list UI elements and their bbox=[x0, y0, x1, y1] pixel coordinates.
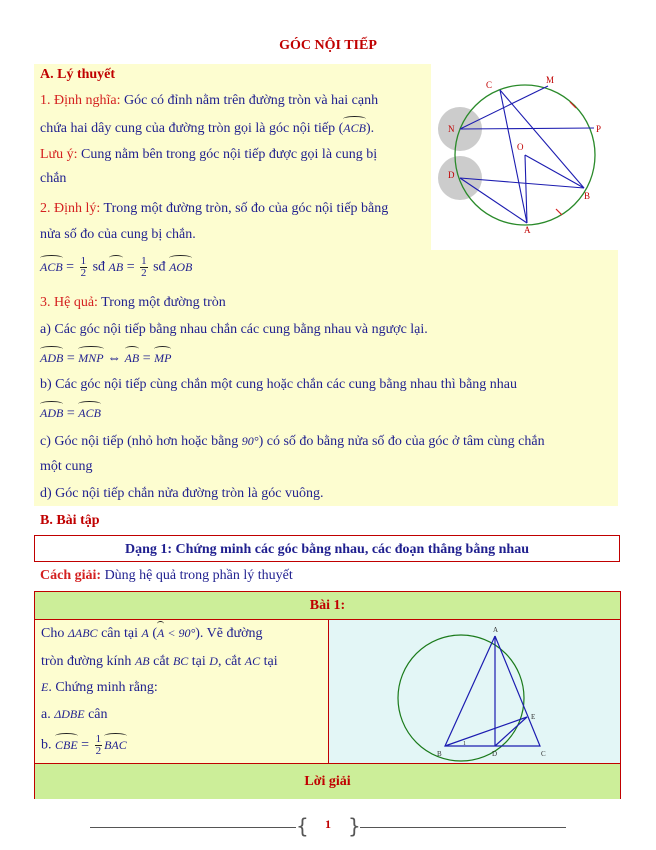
fig1-label-a: A bbox=[524, 225, 531, 235]
fig2-label-one: 1 bbox=[463, 741, 466, 747]
exercise-line-1: Cho ΔABC cân tại A (A < 90°). Vẽ đường bbox=[41, 626, 263, 641]
formula-2-arc-mp: MP bbox=[154, 351, 172, 365]
corollary-c-text-1: c) Góc nội tiếp (nhỏ hơn hoặc bằng bbox=[40, 434, 242, 449]
fig1-label-o: O bbox=[517, 142, 524, 152]
fig1-label-b: B bbox=[584, 191, 591, 201]
exercise-1-heading: Bài 1: bbox=[35, 592, 620, 620]
footer-brace-left: { bbox=[296, 814, 309, 838]
exercise-1-figure bbox=[329, 620, 620, 763]
exercise-1-statement bbox=[35, 620, 329, 763]
method-line bbox=[40, 567, 293, 585]
corollary-label: 3. Hệ quả: bbox=[40, 295, 98, 310]
note-line-2: chắn bbox=[40, 171, 67, 186]
exercise-1-figure-cell bbox=[329, 620, 620, 763]
definition-text-1: Góc có đỉnh nằm trên đường tròn và hai cạnh bbox=[120, 93, 379, 108]
theorem-label: 2. Định lý: bbox=[40, 201, 101, 216]
formula-2-arc-ab: AB bbox=[124, 351, 140, 365]
fig1-label-c: C bbox=[486, 80, 493, 90]
exercise-line-3: E. Chứng minh rằng: bbox=[41, 680, 158, 695]
fig1-segment-cb bbox=[500, 90, 584, 188]
method-label: Cách giải: bbox=[40, 568, 102, 583]
formula-2-angle-mnp: MNP bbox=[78, 351, 104, 365]
formula-1-arc-aob: AOB bbox=[169, 259, 193, 274]
fig2-label-d: D bbox=[492, 750, 498, 758]
fig1-label-m: M bbox=[546, 75, 555, 85]
fig1-segment-ca bbox=[500, 90, 527, 223]
formula-1-frac-1: $\frac{1}{2}$ bbox=[80, 255, 87, 279]
fig1-label-n: N bbox=[448, 124, 455, 134]
formula-2-iff: ⇔ bbox=[107, 351, 122, 366]
theorem-line-2: nửa số đo của cung bị chắn. bbox=[40, 227, 196, 242]
formula-2: ADB = MNP ⇔ AB = MP bbox=[40, 351, 172, 366]
footer-rule-left bbox=[90, 827, 296, 828]
fig2-segment-de bbox=[495, 717, 527, 746]
formula-3-angle-adb: ADB bbox=[40, 406, 64, 420]
corollary-d: d) Góc nội tiếp chắn nửa đường tròn là góc vuông. bbox=[40, 486, 324, 501]
type-1-box: Dạng 1: Chứng minh các góc bằng nhau, các đoạn thẳng bằng nhau bbox=[34, 535, 620, 562]
section-b-heading: B. Bài tập bbox=[40, 513, 100, 528]
fig2-circle bbox=[398, 635, 524, 761]
exercise-line-2: tròn đường kính AB cắt BC tại D, cắt AC tại bbox=[41, 654, 278, 669]
formula-1-sd-1: sđ bbox=[92, 259, 106, 275]
corollary-c-degree: 90° bbox=[241, 434, 259, 448]
formula-2-angle-adb: ADB bbox=[40, 351, 64, 365]
formula-1-sd-2: sđ bbox=[153, 259, 166, 275]
definition-text-2: chứa hai dây cung của đường tròn gọi là góc nội tiếp ( bbox=[40, 121, 344, 136]
note-text-1: Cung nằm bên trong góc nội tiếp được gọi là cung bị bbox=[77, 147, 378, 162]
exercise-line-4: a. ΔDBE cân bbox=[41, 707, 108, 722]
page-title: GÓC NỘI TIẾP bbox=[279, 38, 377, 53]
corollary-c-text-2: ) có số đo bằng nửa số đo của góc ở tâm cùng chắn bbox=[258, 434, 545, 449]
formula-1 bbox=[40, 256, 192, 279]
corollary-c-2: một cung bbox=[40, 459, 93, 474]
formula-1-angle: ACB bbox=[40, 259, 63, 274]
note-line-1 bbox=[40, 146, 377, 164]
formula-3-angle-acb: ACB bbox=[78, 406, 101, 420]
formula-1-frac-2: $\frac{1}{2}$ bbox=[141, 255, 147, 279]
fig1-label-p: P bbox=[596, 124, 602, 134]
fig1-tick-1 bbox=[570, 102, 576, 108]
method-text: Dùng hệ quả trong phần lý thuyết bbox=[101, 568, 293, 583]
exercise-1-table bbox=[34, 591, 621, 799]
section-a-heading: A. Lý thuyết bbox=[40, 67, 116, 82]
fig2-label-b: B bbox=[437, 750, 442, 758]
fig2-label-c: C bbox=[541, 750, 546, 758]
fig2-label-a: A bbox=[493, 626, 499, 634]
fig1-segment-ob bbox=[525, 155, 584, 188]
exercise-line-5: b. CBE = $\frac{1}{2}$ BAC bbox=[41, 733, 127, 757]
footer-rule-right bbox=[360, 827, 566, 828]
theory-figure bbox=[436, 68, 622, 240]
formula-1-eq: = bbox=[66, 259, 75, 275]
formula-1-eq-2: = bbox=[126, 259, 135, 275]
page-number: 1 bbox=[325, 817, 331, 831]
corollary-text: Trong một đường tròn bbox=[97, 295, 226, 310]
fig1-label-d: D bbox=[448, 170, 455, 180]
note-label: Lưu ý: bbox=[40, 147, 78, 162]
corollary-a: a) Các góc nội tiếp bằng nhau chắn các cung bằng nhau và ngược lại. bbox=[40, 322, 428, 337]
fig1-tick-2 bbox=[556, 209, 562, 215]
definition-angle: ACB bbox=[343, 121, 366, 135]
footer-brace-right: } bbox=[348, 814, 361, 838]
corollary-c-1 bbox=[40, 432, 545, 451]
formula-3: ADB = ACB bbox=[40, 406, 101, 421]
formula-1-arc-ab: AB bbox=[108, 259, 124, 274]
corollary-b: b) Các góc nội tiếp cùng chắn một cung hoặc chắn các cung bằng nhau thì bằng nhau bbox=[40, 377, 518, 392]
exercise-1-solution-heading: Lời giải bbox=[35, 763, 620, 799]
theorem-text-1: Trong một đường tròn, số đo của góc nội tiếp bằng bbox=[100, 201, 389, 216]
definition-line-2 bbox=[40, 119, 374, 138]
theorem-line-1 bbox=[40, 200, 388, 218]
corollary-line bbox=[40, 294, 226, 312]
definition-line-1 bbox=[40, 92, 378, 110]
fig1-segment-da bbox=[460, 178, 527, 223]
definition-label: 1. Định nghĩa: bbox=[40, 93, 121, 108]
fig2-label-e: E bbox=[531, 713, 536, 721]
definition-text-2-end: ). bbox=[365, 121, 375, 136]
